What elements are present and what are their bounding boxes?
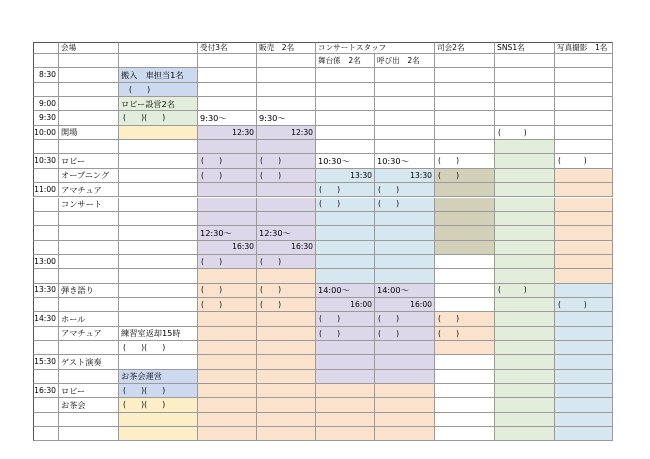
cell [316, 126, 375, 140]
cell [59, 241, 119, 255]
cell [555, 341, 613, 355]
cell [33, 140, 59, 154]
slot-cell: ( ) [375, 183, 435, 197]
cell [555, 398, 613, 412]
cell [59, 298, 119, 312]
time-cell: 13:00 [33, 255, 59, 269]
cell [316, 83, 375, 97]
cell [495, 269, 555, 283]
slot-cell: ( ) [198, 169, 257, 183]
cell [257, 427, 316, 441]
header-sales: 販売 2名 [257, 42, 316, 54]
cell [555, 312, 613, 326]
cell [316, 341, 375, 355]
cell [435, 370, 495, 384]
cell [555, 355, 613, 369]
cell [316, 355, 375, 369]
slot-cell: ( )( ) [119, 111, 198, 125]
slot-cell: ( ) [495, 126, 555, 140]
shift-end: 13:30 [375, 169, 435, 183]
cell [375, 427, 435, 441]
cell [375, 269, 435, 283]
cell [555, 140, 613, 154]
cell [495, 154, 555, 168]
cell [59, 83, 119, 97]
cell [316, 384, 375, 398]
cell [59, 68, 119, 82]
slot-cell: ( ) [435, 169, 495, 183]
cell [119, 269, 198, 283]
venue-cell: 弾き語り [59, 284, 119, 298]
cell [435, 83, 495, 97]
cell [257, 83, 316, 97]
cell [59, 140, 119, 154]
cell [316, 398, 375, 412]
cell [198, 54, 257, 68]
time-cell: 9:30 [33, 111, 59, 125]
cell [375, 370, 435, 384]
cell [316, 68, 375, 82]
cell [435, 355, 495, 369]
header-mc: 司会2名 [435, 42, 495, 54]
slot-cell: ( )( ) [119, 398, 198, 412]
cell [33, 169, 59, 183]
cell [257, 341, 316, 355]
shift-start: 12:30～ [198, 226, 257, 240]
cell [257, 413, 316, 427]
cell [257, 269, 316, 283]
cell [119, 126, 198, 140]
cell [435, 413, 495, 427]
cell [198, 370, 257, 384]
header-concert: コンサートスタッフ [316, 42, 435, 54]
cell [555, 97, 613, 111]
venue-cell: ロビー [59, 154, 119, 168]
shift-end: 16:30 [257, 241, 316, 255]
cell [59, 97, 119, 111]
cell [33, 54, 59, 68]
cell [33, 298, 59, 312]
cell [33, 212, 59, 226]
cell [119, 355, 198, 369]
venue-cell: お茶会 [59, 398, 119, 412]
cell [375, 226, 435, 240]
cell [316, 97, 375, 111]
cell [59, 54, 119, 68]
cell [495, 54, 555, 68]
cell [555, 241, 613, 255]
venue-cell: アマチュア [59, 183, 119, 197]
slot-cell: ( ) [198, 255, 257, 269]
shift-end: 16:00 [375, 298, 435, 312]
cell [435, 427, 495, 441]
cell [119, 312, 198, 326]
cell [555, 226, 613, 240]
cell [375, 140, 435, 154]
subheader-caller: 呼び出 2名 [375, 54, 435, 68]
venue-cell: コンサート [59, 198, 119, 212]
cell [435, 298, 495, 312]
cell [555, 384, 613, 398]
cell [435, 198, 495, 212]
venue-cell: 開場 [59, 126, 119, 140]
cell [495, 68, 555, 82]
cell [119, 54, 198, 68]
slot-cell: ( )( ) [119, 384, 198, 398]
slot-cell: ( ) [555, 298, 613, 312]
cell [119, 140, 198, 154]
cell [257, 312, 316, 326]
cell [495, 398, 555, 412]
cell [257, 398, 316, 412]
cell [555, 427, 613, 441]
cell [435, 284, 495, 298]
cell [316, 241, 375, 255]
cell [435, 68, 495, 82]
cell [257, 140, 316, 154]
cell [316, 255, 375, 269]
slot-cell: ( ) [198, 284, 257, 298]
header-reception: 受付3名 [198, 42, 257, 54]
cell [375, 241, 435, 255]
cell [119, 241, 198, 255]
cell [495, 384, 555, 398]
venue-cell: ホール [59, 312, 119, 326]
slot-cell: ( ) [316, 198, 375, 212]
cell [555, 327, 613, 341]
cell [33, 398, 59, 412]
cell [495, 198, 555, 212]
cell [375, 68, 435, 82]
cell [495, 241, 555, 255]
slot-cell: ( ) [435, 312, 495, 326]
cell [59, 212, 119, 226]
slot-cell: ( ) [316, 327, 375, 341]
cell [495, 226, 555, 240]
cell [33, 427, 59, 441]
slot-cell: ( ) [257, 284, 316, 298]
cell [33, 341, 59, 355]
cell [316, 427, 375, 441]
cell [33, 83, 59, 97]
shift-end: 16:00 [316, 298, 375, 312]
cell [495, 140, 555, 154]
cell [435, 255, 495, 269]
cell [257, 198, 316, 212]
cell [59, 226, 119, 240]
cell [435, 54, 495, 68]
time-cell: 16:30 [33, 384, 59, 398]
cell [198, 384, 257, 398]
cell [316, 413, 375, 427]
cell [119, 413, 198, 427]
cell [375, 111, 435, 125]
slot-cell: ( ) [257, 169, 316, 183]
slot-cell: ( ) [198, 154, 257, 168]
cell [33, 198, 59, 212]
cell [316, 226, 375, 240]
cell [198, 212, 257, 226]
cell [198, 327, 257, 341]
cell [316, 269, 375, 283]
cell [375, 83, 435, 97]
task-cell: 練習室返却15時 [119, 327, 198, 341]
cell [316, 111, 375, 125]
header-venue: 会場 [59, 42, 119, 54]
venue-cell: アマチュア [59, 327, 119, 341]
cell [33, 413, 59, 427]
venue-cell: オープニング [59, 169, 119, 183]
slot-cell: ( ) [375, 312, 435, 326]
time-cell: 14:30 [33, 312, 59, 326]
cell [555, 83, 613, 97]
cell [555, 126, 613, 140]
cell [435, 341, 495, 355]
cell [495, 413, 555, 427]
cell [495, 169, 555, 183]
cell [555, 413, 613, 427]
venue-cell: ロビー [59, 384, 119, 398]
cell [375, 398, 435, 412]
cell [119, 198, 198, 212]
cell [435, 97, 495, 111]
cell [495, 183, 555, 197]
cell [555, 68, 613, 82]
cell [555, 169, 613, 183]
slot-cell: ( ) [435, 327, 495, 341]
cell [435, 140, 495, 154]
shift-start: 10:30～ [375, 154, 435, 168]
cell [495, 327, 555, 341]
shift-start: 14:00～ [375, 284, 435, 298]
cell [119, 226, 198, 240]
cell [119, 427, 198, 441]
cell [495, 83, 555, 97]
cell [119, 183, 198, 197]
cell [198, 97, 257, 111]
cell [435, 226, 495, 240]
cell [495, 298, 555, 312]
slot-cell: ( ) [198, 298, 257, 312]
cell [495, 255, 555, 269]
cell [59, 269, 119, 283]
header-photo: 写真撮影 1名 [555, 42, 613, 54]
cell [33, 370, 59, 384]
cell [59, 427, 119, 441]
task-cell: お茶会運営 [119, 370, 198, 384]
task-cell: 搬入 車担当1名 [119, 68, 198, 82]
time-cell: 15:30 [33, 355, 59, 369]
shift-start: 12:30～ [257, 226, 316, 240]
cell [435, 398, 495, 412]
time-cell: 11:00 [33, 183, 59, 197]
cell [198, 427, 257, 441]
slot-cell: ( ) [316, 312, 375, 326]
shift-end: 12:30 [257, 126, 316, 140]
cell [495, 111, 555, 125]
slot-cell: ( ) [555, 154, 613, 168]
cell [33, 269, 59, 283]
slot-cell: ( )( ) [119, 341, 198, 355]
cell [555, 284, 613, 298]
cell [257, 370, 316, 384]
cell [257, 68, 316, 82]
cell [495, 97, 555, 111]
cell [555, 111, 613, 125]
venue-cell: ゲスト演奏 [59, 355, 119, 369]
cell [257, 54, 316, 68]
time-cell: 10:30 [33, 154, 59, 168]
shift-end: 13:30 [316, 169, 375, 183]
cell [555, 370, 613, 384]
cell [198, 68, 257, 82]
cell [435, 126, 495, 140]
shift-start: 14:00～ [316, 284, 375, 298]
task-cell: ロビー設営2名 [119, 97, 198, 111]
cell [435, 183, 495, 197]
cell [198, 140, 257, 154]
cell [119, 298, 198, 312]
cell [198, 413, 257, 427]
cell [375, 97, 435, 111]
cell [435, 212, 495, 226]
cell [555, 255, 613, 269]
time-cell: 10:00 [33, 126, 59, 140]
cell [33, 327, 59, 341]
cell [555, 198, 613, 212]
cell [59, 370, 119, 384]
cell [495, 312, 555, 326]
cell [495, 212, 555, 226]
cell [375, 126, 435, 140]
cell [375, 341, 435, 355]
cell [495, 427, 555, 441]
slot-cell: ( ) [435, 154, 495, 168]
slot-cell: ( ) [257, 298, 316, 312]
cell [198, 312, 257, 326]
cell [375, 255, 435, 269]
cell [555, 54, 613, 68]
slot-cell: ( ) [495, 284, 555, 298]
cell [435, 111, 495, 125]
cell [495, 341, 555, 355]
cell [375, 212, 435, 226]
cell [198, 398, 257, 412]
cell [198, 183, 257, 197]
cell [257, 355, 316, 369]
cell [119, 154, 198, 168]
cell [257, 183, 316, 197]
shift-start: 10:30～ [316, 154, 375, 168]
cell [375, 413, 435, 427]
cell [119, 212, 198, 226]
slot-cell: ( ) [257, 255, 316, 269]
slot-cell: ( ) [316, 183, 375, 197]
slot-cell: ( ) [257, 154, 316, 168]
slot-cell: ( ) [375, 327, 435, 341]
cell [59, 341, 119, 355]
cell [119, 284, 198, 298]
cell [555, 183, 613, 197]
cell [33, 226, 59, 240]
time-cell: 13:30 [33, 284, 59, 298]
subheader-stage: 舞台係 2名 [316, 54, 375, 68]
cell [375, 355, 435, 369]
cell [257, 212, 316, 226]
cell [316, 140, 375, 154]
cell [59, 413, 119, 427]
cell [198, 341, 257, 355]
cell [257, 97, 316, 111]
cell [555, 212, 613, 226]
time-cell: 8:30 [33, 68, 59, 82]
cell [435, 241, 495, 255]
cell [198, 269, 257, 283]
cell [316, 370, 375, 384]
cell [495, 355, 555, 369]
cell [59, 255, 119, 269]
cell [316, 212, 375, 226]
cell [435, 269, 495, 283]
header-cell [119, 42, 198, 54]
cell [495, 370, 555, 384]
header-cell [33, 42, 59, 54]
cell [59, 111, 119, 125]
cell [119, 169, 198, 183]
slot-cell: ( ) [375, 198, 435, 212]
shift-start: 9:30～ [198, 111, 257, 125]
cell [33, 241, 59, 255]
cell [257, 384, 316, 398]
cell [198, 83, 257, 97]
cell [375, 384, 435, 398]
shift-end: 12:30 [198, 126, 257, 140]
shift-start: 9:30～ [257, 111, 316, 125]
cell [198, 355, 257, 369]
cell [119, 255, 198, 269]
cell [257, 327, 316, 341]
slot-cell: ( ) [119, 83, 198, 97]
header-sns: SNS1名 [495, 42, 555, 54]
time-cell: 9:00 [33, 97, 59, 111]
cell [198, 198, 257, 212]
shift-end: 16:30 [198, 241, 257, 255]
cell [555, 269, 613, 283]
cell [435, 384, 495, 398]
